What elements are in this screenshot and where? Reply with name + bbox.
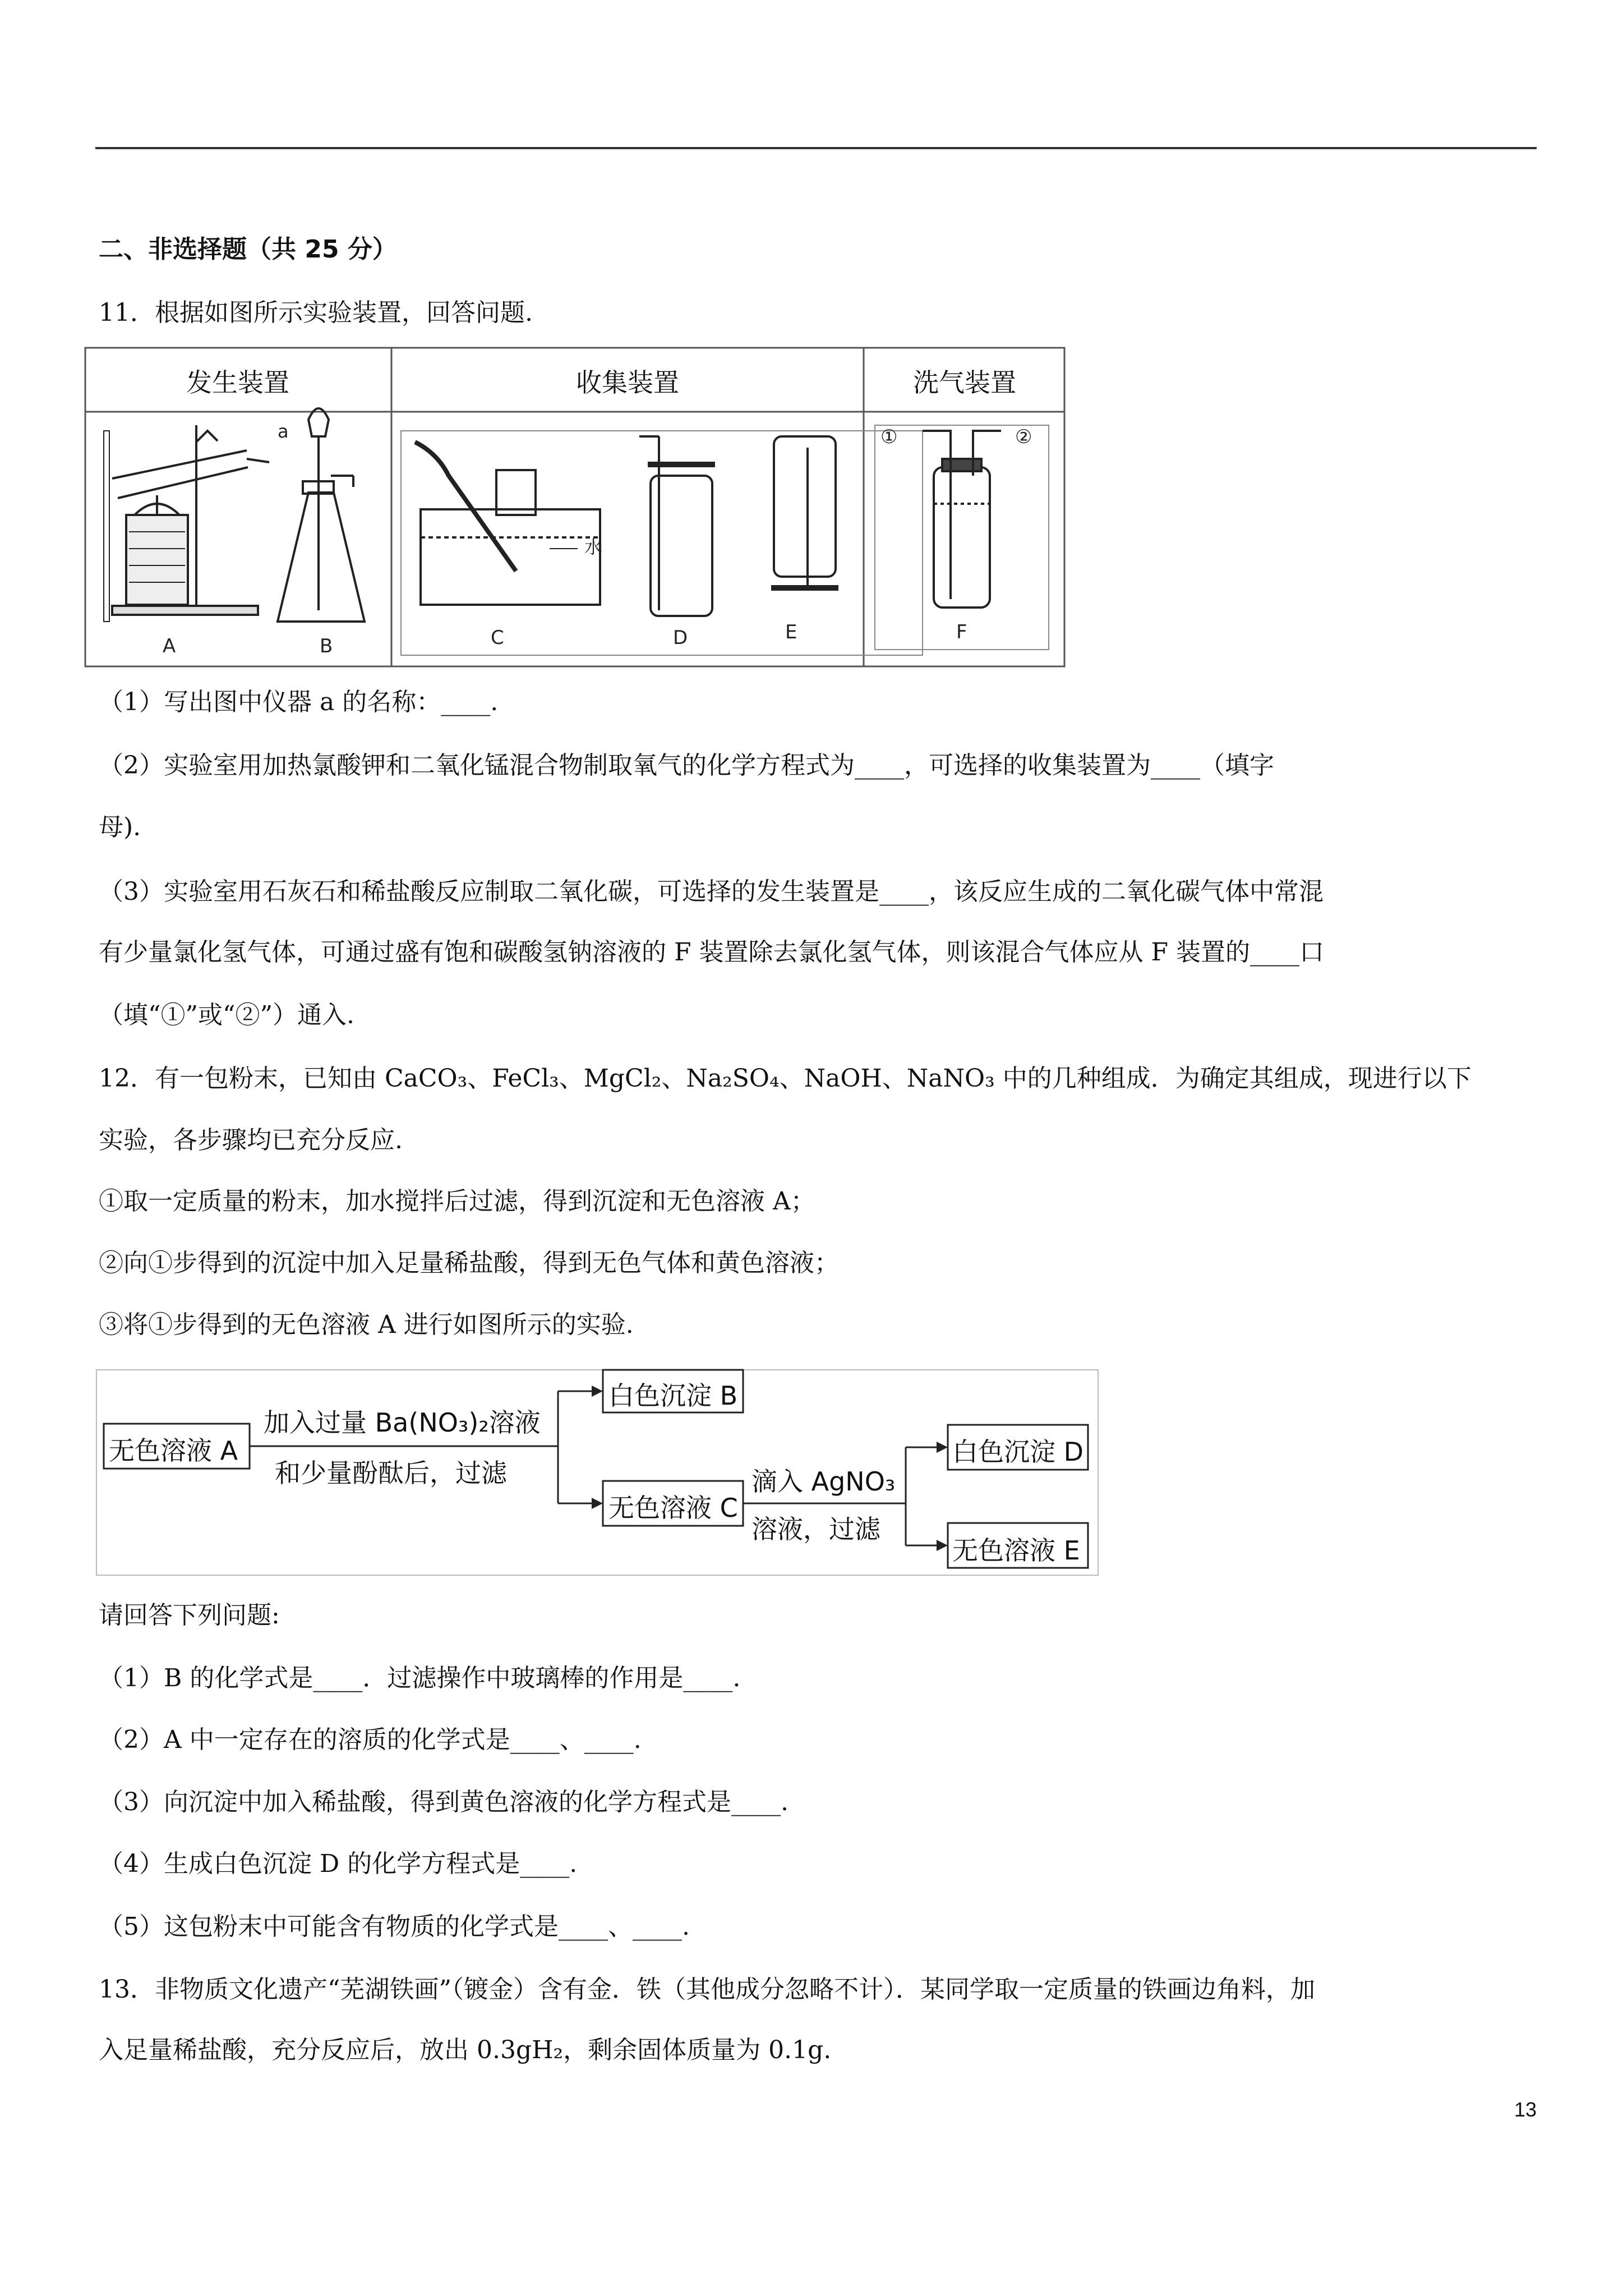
q11-part3-line1: （3）实验室用石灰石和稀盐酸反应制取二氧化碳，可选择的发生装置是____，该反应生成的二氧化碳气体中常混 xyxy=(99,877,1324,906)
apparatus-d xyxy=(639,436,715,616)
q12-sub1: （1）B 的化学式是____．过滤操作中玻璃棒的作用是____. xyxy=(99,1664,741,1692)
q12-sub5: （5）这包粉末中可能含有物质的化学式是____、____. xyxy=(99,1912,690,1941)
flow-box-D: 白色沉淀 D xyxy=(952,1437,1084,1467)
label-B: B xyxy=(320,635,333,657)
flow-arrow2-top: 滴入 AgNO₃ xyxy=(751,1466,896,1497)
q12-sub4: （4）生成白色沉淀 D 的化学方程式是____. xyxy=(99,1849,578,1878)
q13-line2: 入足量稀盐酸，充分反应后，放出 0.3gH₂，剩余固体质量为 0.1g. xyxy=(99,2036,832,2064)
q12-step3: ③将①步得到的无色溶液 A 进行如图所示的实验. xyxy=(99,1310,634,1339)
label-D: D xyxy=(673,627,688,649)
flow-arrow2-bottom: 溶液，过滤 xyxy=(751,1514,880,1544)
flow-box-C: 无色溶液 C xyxy=(608,1493,738,1523)
q11-part3-line3: （填“①”或“②”）通入. xyxy=(99,1001,354,1029)
flow-arrow1-bottom: 和少量酚酞后，过滤 xyxy=(275,1458,507,1488)
apparatus-b xyxy=(278,408,365,622)
label-water: 水 xyxy=(584,536,603,558)
section-title: 二、非选择题（共 25 分） xyxy=(99,235,397,264)
header-washing: 洗气装置 xyxy=(913,367,1016,398)
apparatus-e xyxy=(771,436,838,588)
q12-prompt: 请回答下列问题: xyxy=(99,1601,280,1630)
apparatus-f xyxy=(875,425,1049,650)
flow-arrow1-top: 加入过量 Ba(NO₃)₂溶液 xyxy=(264,1407,541,1438)
q11-apparatus-table xyxy=(84,347,1066,668)
apparatus-a xyxy=(104,425,269,622)
q11-stem: 11．根据如图所示实验装置，回答问题. xyxy=(99,298,533,327)
q12-step2: ②向①步得到的沉淀中加入足量稀盐酸，得到无色气体和黄色溶液； xyxy=(99,1249,839,1277)
flow-box-E: 无色溶液 E xyxy=(952,1535,1080,1566)
label-port1: ① xyxy=(880,426,898,448)
page-number: 13 xyxy=(1514,2098,1537,2121)
label-E: E xyxy=(785,621,797,643)
flow-box-A: 无色溶液 A xyxy=(109,1435,238,1466)
q12-flow-diagram xyxy=(95,1369,1099,1576)
q12-sub3: （3）向沉淀中加入稀盐酸，得到黄色溶液的化学方程式是____. xyxy=(99,1788,789,1816)
label-F: F xyxy=(956,621,967,643)
q11-part1: （1）写出图中仪器 a 的名称：____. xyxy=(99,688,499,716)
label-port2: ② xyxy=(1015,426,1032,448)
flow-box-B: 白色沉淀 B xyxy=(608,1381,738,1411)
q12-sub2: （2）A 中一定存在的溶质的化学式是____、____. xyxy=(99,1726,642,1754)
label-a: a xyxy=(278,421,289,442)
label-C: C xyxy=(491,627,504,649)
q12-stem-line1: 12．有一包粉末，已知由 CaCO₃、FeCl₃、MgCl₂、Na₂SO₄、NaOH、NaNO₃ 中的几种组成．为确定其组成，现进行以下 xyxy=(99,1064,1472,1093)
q12-step1: ①取一定质量的粉末，加水搅拌后过滤，得到沉淀和无色溶液 A； xyxy=(99,1187,815,1216)
q12-stem-line2: 实验，各步骤均已充分反应. xyxy=(99,1126,403,1154)
q11-part2-line1: （2）实验室用加热氯酸钾和二氧化锰混合物制取氧气的化学方程式为____，可选择的收集装置为____（填字 xyxy=(99,751,1274,780)
label-A: A xyxy=(163,635,176,657)
header-rule xyxy=(95,147,1537,149)
header-generation: 发生装置 xyxy=(186,367,289,398)
q11-part2-line2: 母). xyxy=(99,813,141,841)
q11-part3-line2: 有少量氯化氢气体，可通过盛有饱和碳酸氢钠溶液的 F 装置除去氯化氢气体，则该混合气体应从 F 装置的____口 xyxy=(99,938,1324,967)
header-collection: 收集装置 xyxy=(576,367,679,398)
q13-line1: 13．非物质文化遗产“芜湖铁画”（镀金）含有金．铁（其他成分忽略不计）．某同学取一定质量的铁画边角料，加 xyxy=(99,1975,1315,2004)
